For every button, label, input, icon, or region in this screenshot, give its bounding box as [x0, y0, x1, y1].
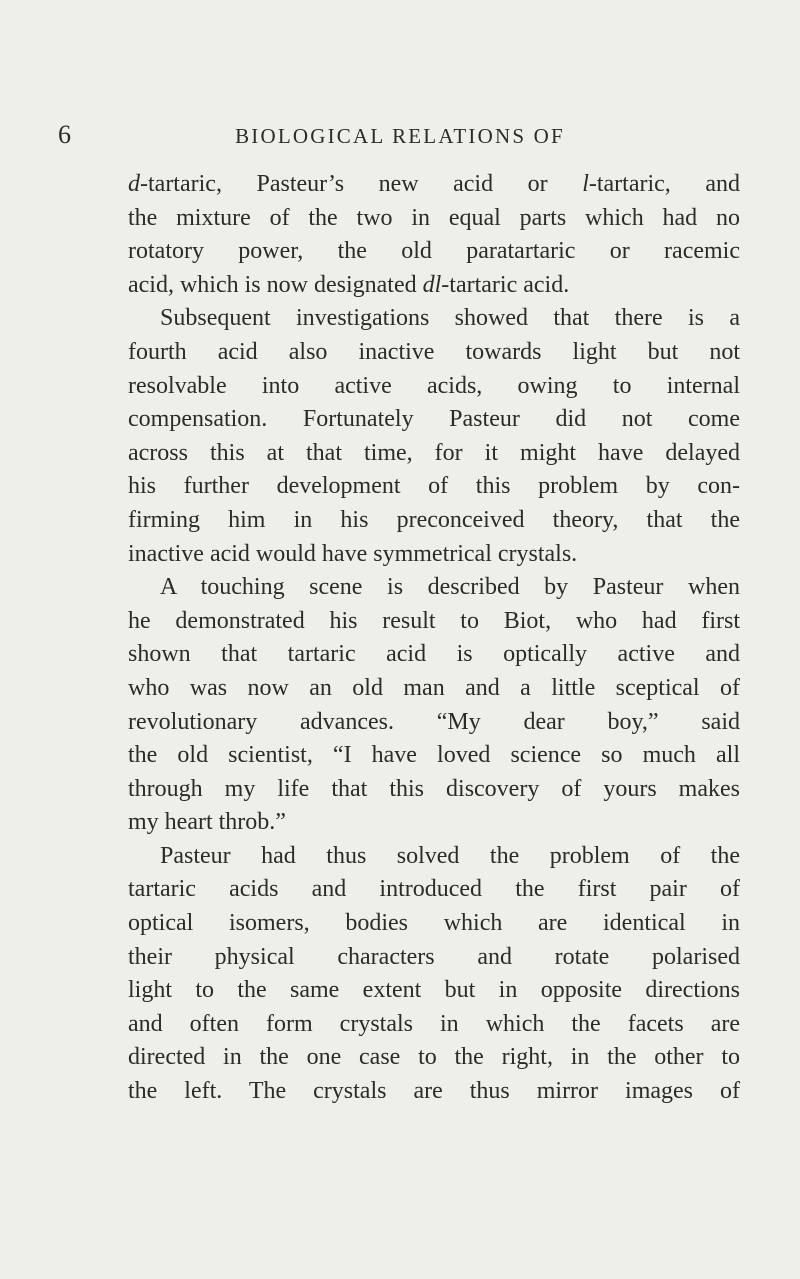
text-line: firming him in his preconceived theory, that the [128, 506, 740, 533]
text-line: his further development of this problem by con- [128, 473, 740, 500]
text-line: resolvable into active acids, owing to internal [128, 372, 740, 399]
text-segment: -tartaric, Pasteur’s new acid or [140, 171, 583, 197]
text-line: revolutionary advances. “My dear boy,” said [128, 708, 740, 735]
text-line: directed in the one case to the right, in the other to [128, 1044, 740, 1071]
italic-prefix: l [582, 171, 589, 197]
text-line: he demonstrated his result to Biot, who had first [128, 607, 740, 634]
text-line [128, 168, 740, 202]
text-segment: -tartaric, and [588, 171, 740, 197]
text-segment: -tartaric acid. [441, 271, 570, 298]
page-number: 6 [58, 120, 71, 149]
text-line: Subsequent investigations showed that there is a [160, 305, 740, 332]
text-line: optical isomers, bodies which are identical in [128, 910, 740, 937]
text-line: their physical characters and rotate polarised [128, 943, 740, 970]
text-line: shown that tartaric acid is optically active and [128, 641, 740, 668]
text-line: Pasteur had thus solved the problem of the [160, 842, 740, 869]
running-head: BIOLOGICAL RELATIONS OF [235, 124, 565, 148]
italic-prefix: d [128, 171, 140, 197]
text-line: A touching scene is described by Pasteur when [160, 574, 740, 601]
italic-prefix: dl [422, 271, 442, 298]
text-line: the left. The crystals are thus mirror images of [128, 1078, 740, 1105]
text-line [128, 269, 740, 303]
text-line: inactive acid would have symmetrical crystals. [128, 540, 578, 567]
text-line: fourth acid also inactive towards light but not [128, 338, 740, 365]
body-text [128, 168, 740, 1109]
text-line: the old scientist, “I have loved science so much all [128, 742, 740, 769]
text-line: and often form crystals in which the facets are [128, 1010, 740, 1037]
text-line: the mixture of the two in equal parts which had no [128, 204, 740, 231]
text-line: tartaric acids and introduced the first pair of [128, 876, 740, 903]
text-line: through my life that this discovery of yours makes [128, 775, 740, 802]
text-line: who was now an old man and a little sceptical of [128, 674, 740, 701]
text-line: compensation. Fortunately Pasteur did not come [128, 406, 740, 433]
text-line: light to the same extent but in opposite directions [128, 977, 740, 1004]
text-segment: acid, which is now designated [128, 271, 423, 298]
text-line: my heart throb.” [128, 809, 286, 836]
text-line: across this at that time, for it might have delayed [128, 439, 740, 466]
text-line: rotatory power, the old paratartaric or racemic [128, 238, 740, 265]
